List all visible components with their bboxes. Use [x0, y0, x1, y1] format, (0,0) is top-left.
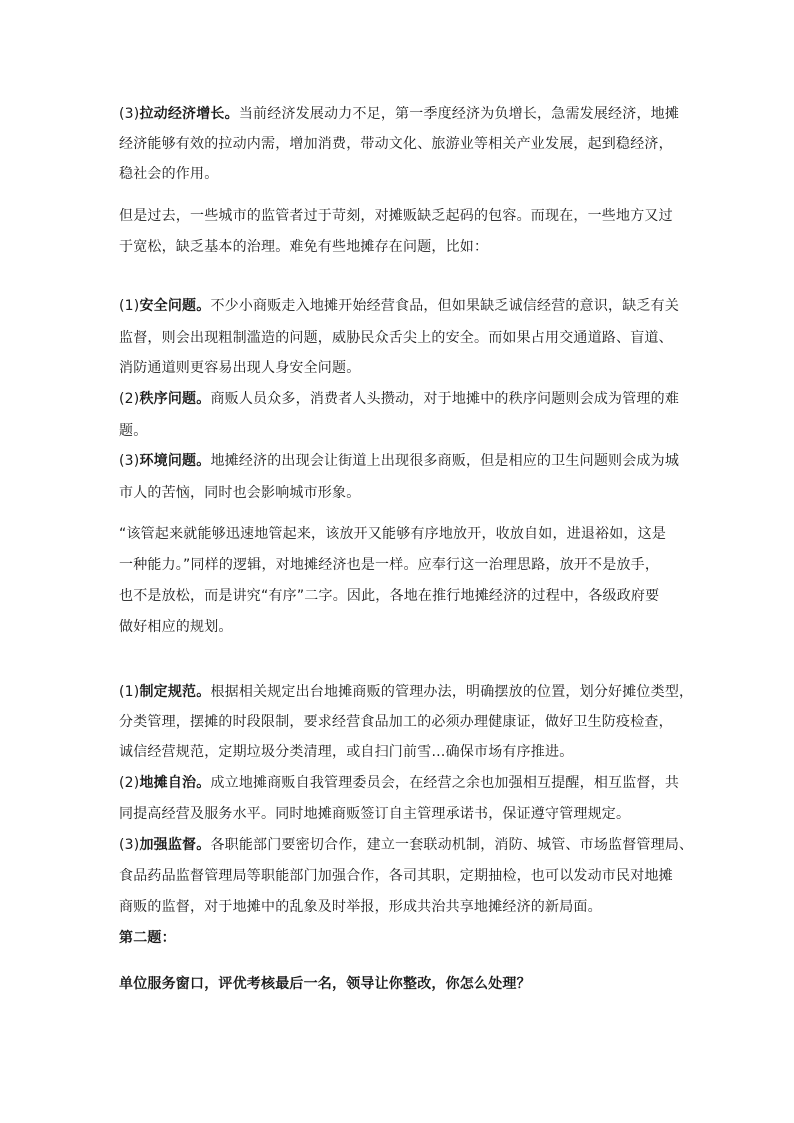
measure-1-heading: 制定规范。	[139, 684, 211, 700]
measure-2-line-1	[119, 773, 679, 793]
p1-line-3: 稳社会的作用。	[119, 166, 219, 182]
p1-line-1-text: 当前经济发展动力不足，第一季度经济为负增长，急需发展经济，地摊	[238, 106, 680, 122]
measure-3-prefix: (3)	[119, 837, 140, 853]
measure-3-line-3: 商贩的监督，对于地摊中的乱象及时举报，形成共治共享地摊经济的新局面。	[119, 899, 602, 915]
p1-line-2: 经济能够有效的拉动内需，增加消费，带动文化、旅游业等相关产业发展，起到稳经济，	[119, 136, 673, 152]
measure-2-line-2: 同提高经营及服务水平。同时地摊商贩签订自主管理承诺书，保证遵守管理规定。	[119, 806, 631, 822]
problem-2-line-1	[119, 389, 679, 409]
p3-line-1: “该管起来就能够迅速地管起来，该放开又能够有序地放开，收放自如，进退裕如，这是	[119, 526, 667, 542]
measure-3-line-1	[119, 835, 693, 855]
problem-1-heading: 安全问题。	[139, 298, 211, 314]
problem-3-line-2: 市人的苦恼，同时也会影响城市形象。	[119, 485, 361, 501]
problem-2-prefix: (2)	[119, 391, 140, 407]
measure-2-line-1-text: 成立地摊商贩自我管理委员会，在经营之余也加强相互提醒，相互监督，共	[210, 775, 680, 791]
p3-line-4: 做好相应的规划。	[119, 619, 233, 635]
problem-2-line-2: 题。	[119, 423, 148, 439]
p3-line-3: 也不是放松，而是讲究“有序”二字。因此，各地在推行地摊经济的过程中，各级政府要	[119, 588, 660, 604]
p1-heading: 拉动经济增长。	[139, 106, 239, 122]
problem-1-line-1	[119, 296, 679, 316]
problem-3-heading: 环境问题。	[139, 453, 211, 469]
problem-1-line-2: 监督，则会出现粗制滥造的问题，威胁民众舌尖上的安全。而如果占用交通道路、盲道、	[119, 330, 673, 346]
problem-3-prefix: (3)	[119, 453, 140, 469]
problem-1-line-1-text: 不少小商贩走入地摊开始经营食品，但如果缺乏诚信经营的意识，缺乏有关	[210, 298, 680, 314]
measure-1-line-3: 诚信经营规范，定期垃圾分类清理，或自扫门前雪…确保市场有序推进。	[119, 744, 574, 760]
measure-2-prefix: (2)	[119, 775, 140, 791]
problem-3-line-1-text: 地摊经济的出现会让街道上出现很多商贩，但是相应的卫生问题则会成为城	[210, 453, 680, 469]
p1-prefix: (3)	[119, 106, 140, 122]
problem-1-prefix: (1)	[119, 298, 140, 314]
p2-line-1: 但是过去，一些城市的监管者过于苛刻，对摊贩缺乏起码的包容。而现在，一些地方又过	[119, 208, 673, 224]
measure-3-heading: 加强监督。	[139, 837, 211, 853]
problem-2-heading: 秩序问题。	[139, 391, 211, 407]
measure-3-line-2: 食品药品监督管理局等职能部门加强合作，各司其职，定期抽检，也可以发动市民对地摊	[119, 868, 673, 884]
section-2-question: 单位服务窗口，评优考核最后一名，领导让你整改，你怎么处理？	[119, 976, 531, 992]
problem-2-line-1-text: 商贩人员众多，消费者人头攒动，对于地摊中的秩序问题则会成为管理的难	[210, 391, 680, 407]
section-2-title: 第二题：	[119, 930, 176, 946]
measure-1-prefix: (1)	[119, 684, 140, 700]
measure-1-line-1	[119, 682, 693, 702]
p1-line-1	[119, 104, 679, 124]
problem-3-line-1	[119, 451, 679, 471]
problem-1-line-3: 消防通道则更容易出现人身安全问题。	[119, 360, 361, 376]
measure-3-line-1-text: 各职能部门要密切合作，建立一套联动机制，消防、城管、市场监督管理局、	[210, 837, 694, 853]
measure-2-heading: 地摊自治。	[139, 775, 211, 791]
p3-line-2: 一种能力。”同样的逻辑，对地摊经济也是一样。应奉行这一治理思路，放开不是放手，	[119, 557, 660, 573]
measure-1-line-1-text: 根据相关规定出台地摊商贩的管理办法，明确摆放的位置，划分好摊位类型，	[210, 684, 694, 700]
measure-1-line-2: 分类管理，摆摊的时段限制，要求经营食品加工的必须办理健康证，做好卫生防疫检查，	[119, 714, 673, 730]
p2-line-2: 于宽松，缺乏基本的治理。难免有些地摊存在问题，比如：	[119, 239, 489, 255]
